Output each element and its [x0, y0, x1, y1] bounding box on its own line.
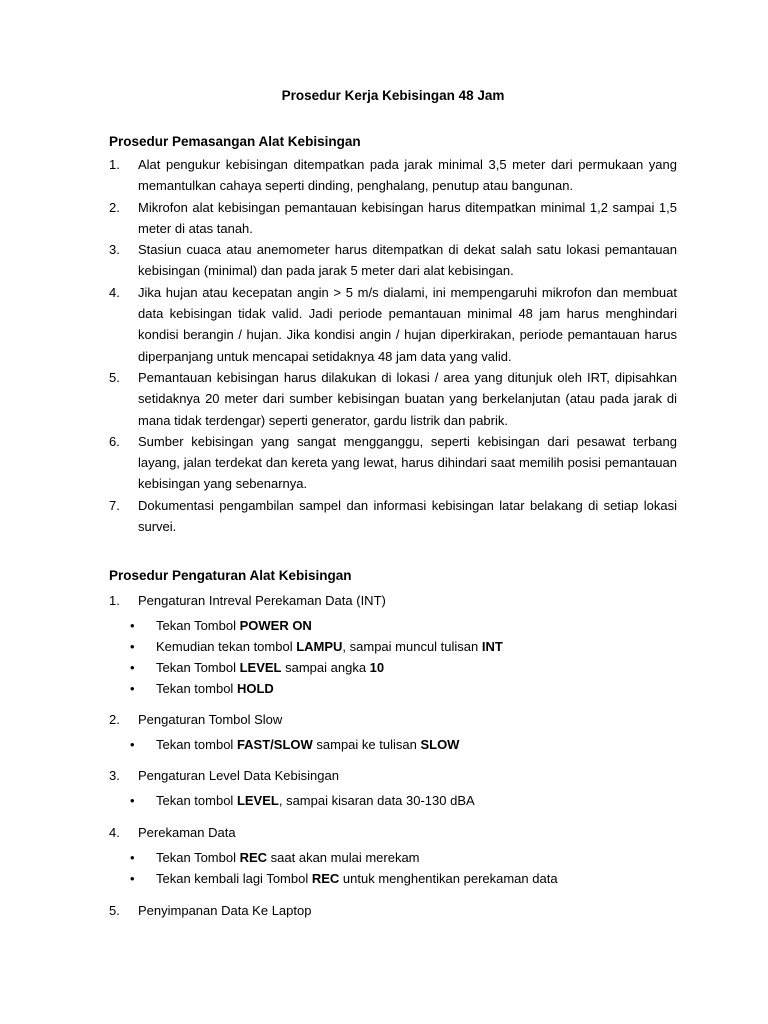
- item-text: Pengaturan Intreval Perekaman Data (INT): [138, 593, 386, 608]
- bullet-dot-icon: •: [130, 681, 135, 697]
- list-item: [109, 367, 677, 431]
- item-text: Jika hujan atau kecepatan angin > 5 m/s dialami, ini mempengaruhi mikrofon dan membuat data kebisingan tidak valid. Jadi periode pemantauan minimal 48 jam harus menghindari kondisi berangin / hujan. Jika kondisi angin / hujan diperkirakan, periode pemantauan harus diperpanjang untuk mencapai setidaknya 48 jam data yang valid.: [138, 284, 677, 364]
- bullet-dot-icon: •: [130, 737, 135, 753]
- section2-item-2: [109, 709, 677, 755]
- item-number: 3.: [109, 242, 120, 258]
- item-text: Perekaman Data: [138, 825, 236, 840]
- list-item: [109, 822, 677, 843]
- item-number: 7.: [109, 497, 120, 513]
- bold-text: REC: [239, 850, 268, 866]
- list-item: [109, 197, 677, 240]
- bullet-text: , sampai kisaran data 30-130 dBA: [278, 793, 475, 809]
- bullet-item: [109, 636, 677, 657]
- bold-text: INT: [481, 639, 503, 655]
- item-number: 6.: [109, 433, 120, 449]
- section2-heading: Prosedur Pengaturan Alat Kebisingan: [109, 568, 352, 583]
- item-number: 2.: [109, 199, 120, 215]
- section2-item-4: [109, 822, 677, 889]
- bullet-text: Tekan tombol: [156, 737, 237, 753]
- item-text: Stasiun cuaca atau anemometer harus ditempatkan di dekat salah satu lokasi pemantauan kebisingan (minimal) dan pada jarak 5 meter dari alat kebisingan.: [138, 242, 677, 279]
- bullet-text: Tekan tombol: [156, 681, 237, 697]
- item-number: 1.: [109, 157, 120, 172]
- list-item: [109, 709, 677, 730]
- bullet-item: [109, 615, 677, 636]
- bold-text: LAMPU: [296, 639, 343, 655]
- item-text: Dokumentasi pengambilan sampel dan informasi kebisingan latar belakang di setiap lokasi survei.: [138, 497, 677, 535]
- bullet-item: [109, 734, 677, 755]
- bullet-dot-icon: •: [130, 850, 135, 866]
- bold-text: LEVEL: [236, 793, 279, 809]
- bullet-item: [109, 847, 677, 868]
- bullet-text: untuk menghentikan perekaman data: [339, 871, 558, 887]
- bullet-item: [109, 678, 677, 699]
- item-number: 4.: [109, 825, 120, 840]
- bullet-text: Tekan tombol: [156, 793, 237, 809]
- item-number: 2.: [109, 712, 120, 727]
- bullet-list: [109, 790, 677, 811]
- bullet-text: Kemudian tekan tombol: [156, 639, 297, 655]
- bullet-text: Tekan Tombol: [156, 660, 240, 676]
- bold-text: REC: [311, 871, 340, 887]
- bullet-dot-icon: •: [130, 793, 135, 809]
- item-text: Pemantauan kebisingan harus dilakukan di lokasi / area yang ditunjuk oleh IRT, dipisahkan setidaknya 20 meter dari sumber kebisingan buatan yang berkelanjutan (atau pada jarak di mana tidak terdengar) seperti generator, gardu listrik dan pabrik.: [138, 369, 677, 428]
- section2-item-5: [109, 900, 677, 921]
- bullet-text: Tekan Tombol: [156, 618, 240, 634]
- document-title: Prosedur Kerja Kebisingan 48 Jam: [281, 88, 505, 103]
- bullet-item: [109, 657, 677, 678]
- section1-heading: Prosedur Pemasangan Alat Kebisingan: [109, 134, 361, 149]
- bullet-text: sampai ke tulisan: [312, 737, 421, 753]
- bullet-dot-icon: •: [130, 639, 135, 655]
- bullet-dot-icon: •: [130, 660, 135, 676]
- item-text: Alat pengukur kebisingan ditempatkan pada jarak minimal 3,5 meter dari permukaan yang memantulkan cahaya seperti dinding, penghalang, penutup atau bangunan.: [138, 157, 677, 194]
- bold-text: FAST/SLOW: [236, 737, 313, 753]
- list-item: [109, 765, 677, 786]
- bullet-text: sampai angka: [281, 660, 370, 676]
- bold-text: SLOW: [420, 737, 460, 753]
- section2-item-3: [109, 765, 677, 811]
- item-text: Sumber kebisingan yang sangat mengganggu, seperti kebisingan dari pesawat terbang layang, jalan terdekat dan kereta yang lewat, harus dihindari saat memilih posisi pemantauan kebisingan yang sebenarnya.: [138, 433, 677, 492]
- item-number: 3.: [109, 768, 120, 783]
- item-text: Penyimpanan Data Ke Laptop: [138, 903, 312, 918]
- bullet-text: Tekan Tombol: [156, 850, 240, 866]
- item-text: Pengaturan Level Data Kebisingan: [138, 768, 339, 783]
- item-number: 5.: [109, 369, 120, 385]
- list-item: [109, 495, 677, 538]
- list-item: [109, 900, 677, 921]
- bold-text: HOLD: [236, 681, 274, 697]
- bullet-item: [109, 790, 677, 811]
- bullet-item: [109, 868, 677, 889]
- list-item: [109, 239, 677, 282]
- bold-text: LEVEL: [239, 660, 282, 676]
- bullet-list: [109, 847, 677, 889]
- item-text: Mikrofon alat kebisingan pemantauan kebisingan harus ditempatkan minimal 1,2 sampai 1,5 meter di atas tanah.: [138, 199, 677, 236]
- bullet-text: , sampai muncul tulisan: [342, 639, 482, 655]
- section1-list: [109, 154, 677, 537]
- item-number: 5.: [109, 903, 120, 918]
- list-item: [109, 282, 677, 367]
- bullet-text: saat akan mulai merekam: [267, 850, 420, 866]
- item-number: 4.: [109, 284, 120, 300]
- section2-item-1: [109, 590, 677, 699]
- item-number: 1.: [109, 593, 120, 608]
- bullet-text: Tekan kembali lagi Tombol: [156, 871, 312, 887]
- list-item: [109, 154, 677, 197]
- list-item: [109, 431, 677, 495]
- bullet-list: [109, 734, 677, 755]
- bullet-list: [109, 615, 677, 699]
- bold-text: POWER ON: [239, 618, 312, 634]
- item-text: Pengaturan Tombol Slow: [138, 712, 283, 727]
- bullet-dot-icon: •: [130, 618, 135, 634]
- list-item: [109, 590, 677, 611]
- bold-text: 10: [369, 660, 385, 676]
- bullet-dot-icon: •: [130, 871, 135, 887]
